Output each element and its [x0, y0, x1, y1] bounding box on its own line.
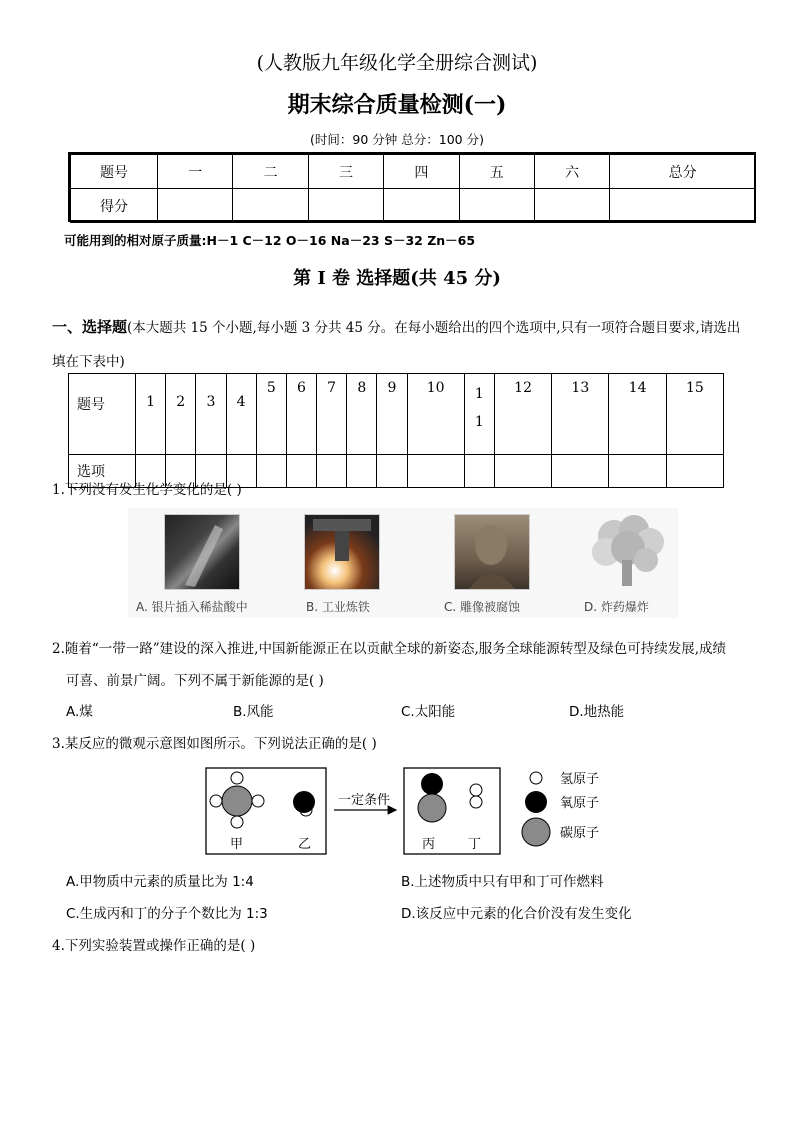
q2-option-d[interactable]: D.地热能 [569, 704, 625, 720]
q3-diagram [200, 760, 620, 860]
label-yi: 乙 [298, 837, 312, 852]
score-input-cell[interactable] [233, 189, 308, 223]
answer-choice-cell[interactable] [494, 455, 551, 488]
part1-label: 一、选择题 [52, 318, 128, 336]
answer-number-cell: 6 [286, 374, 316, 455]
answer-choice-cell[interactable] [286, 455, 316, 488]
test-tube-icon [165, 515, 239, 589]
section-title: 第 I 卷 选择题(共 45 分) [293, 268, 501, 289]
explosion-photo [584, 514, 670, 588]
q1-caption-c: C. 雕像被腐蚀 [444, 600, 521, 614]
answer-number-cell: 2 [166, 374, 196, 455]
label-jia: 甲 [230, 837, 244, 852]
score-value-row [71, 189, 756, 223]
part1-instruction [52, 310, 752, 379]
answer-choice-cell[interactable] [317, 455, 347, 488]
answer-number-cell: 15 [666, 374, 723, 455]
score-input-cell[interactable] [384, 189, 459, 223]
legend-carbon-icon [522, 818, 550, 846]
answer-number-cell: 8 [347, 374, 377, 455]
answer-number-cell: 3 [196, 374, 226, 455]
answer-number-cell: 12 [494, 374, 551, 455]
iron-smelting-photo [304, 514, 380, 590]
score-header-cell: 四 [384, 155, 459, 189]
hydrogen-atom [231, 772, 243, 784]
legend-carbon-label: 碳原子 [560, 826, 600, 841]
score-header-cell: 总分 [610, 155, 756, 189]
statue-icon [455, 515, 529, 589]
answer-choice-cell[interactable] [666, 455, 723, 488]
label-bing: 丙 [422, 837, 436, 852]
hydrogen-atom [231, 816, 243, 828]
q1-figure [128, 508, 678, 618]
question-1: 1.下列没有发生化学变化的是( ) [52, 482, 242, 498]
answer-choice-cell[interactable] [609, 455, 666, 488]
time-info: (时间：90 分钟 总分：100 分) [310, 132, 484, 147]
q3-option-b[interactable]: B.上述物质中只有甲和丁可作燃料 [401, 874, 604, 890]
q2-option-c[interactable]: C.太阳能 [401, 704, 456, 720]
exam-subtitle: (人教版九年级化学全册综合测试) [256, 52, 538, 74]
silver-acid-photo [164, 514, 240, 590]
q1-caption-b: B. 工业炼铁 [306, 600, 370, 614]
score-input-cell[interactable] [610, 189, 756, 223]
answer-choice-cell[interactable] [256, 455, 286, 488]
answer-number-cell: 13 [552, 374, 609, 455]
hydrogen-atom [210, 795, 222, 807]
score-input-cell[interactable] [158, 189, 233, 223]
answer-number-cell [464, 374, 494, 455]
question-2-line1: 2.随着“一带一路”建设的深入推进,中国新能源正在以贡献全球的新姿态,服务全球能源转型及绿色可持续发展,成绩 [52, 641, 727, 657]
hydrogen-atom [470, 784, 482, 796]
reaction-diagram [200, 760, 620, 860]
score-header-cell: 五 [459, 155, 534, 189]
oxygen-atom [293, 791, 315, 813]
arrow-condition-label: 一定条件 [338, 793, 391, 808]
answer-number-cell: 7 [317, 374, 347, 455]
answer-number-cell: 5 [256, 374, 286, 455]
atomic-masses: 可能用到的相对原子质量:H－1 C－12 O－16 Na－23 S－32 Zn－65 [64, 233, 476, 248]
hydrogen-atom [252, 795, 264, 807]
score-header-row [71, 155, 756, 189]
q2-option-a[interactable]: A.煤 [66, 704, 93, 720]
explosion-icon [584, 514, 670, 588]
legend-hydrogen-label: 氢原子 [560, 772, 600, 787]
legend-oxygen-icon [525, 791, 547, 813]
score-input-cell[interactable] [308, 189, 383, 223]
answer-number-cell: 14 [609, 374, 666, 455]
furnace-icon [305, 515, 379, 589]
question-3: 3.某反应的微观示意图如图所示。下列说法正确的是( ) [52, 736, 377, 752]
answer-choice-cell[interactable] [347, 455, 377, 488]
answer-row-label: 题号 [69, 374, 136, 455]
q3-option-c[interactable]: C.生成丙和丁的分子个数比为 1:3 [66, 906, 268, 922]
q2-option-b[interactable]: B.风能 [233, 704, 274, 720]
question-4: 4.下列实验装置或操作正确的是( ) [52, 938, 256, 954]
label-ding: 丁 [468, 837, 482, 852]
answer-number-cell: 10 [407, 374, 464, 455]
answer-choice-label: 选项 [69, 455, 136, 488]
corroded-statue-photo [454, 514, 530, 590]
score-header-cell: 题号 [71, 155, 158, 189]
oxygen-atom [421, 773, 443, 795]
answer-choice-cell[interactable] [464, 455, 494, 488]
legend-hydrogen-icon [530, 772, 542, 784]
question-2-line2: 可喜、前景广阔。下列不属于新能源的是( ) [66, 673, 324, 689]
score-header-cell: 二 [233, 155, 308, 189]
carbon-atom [222, 786, 252, 816]
q3-option-a[interactable]: A.甲物质中元素的质量比为 1:4 [66, 874, 254, 890]
score-header-cell: 三 [308, 155, 383, 189]
q1-caption-a: A. 银片插入稀盐酸中 [136, 600, 248, 614]
q1-caption-d: D. 炸药爆炸 [584, 600, 649, 614]
score-header-cell: 一 [158, 155, 233, 189]
hydrogen-atom [470, 796, 482, 808]
score-table [70, 154, 756, 223]
score-input-cell[interactable] [459, 189, 534, 223]
carbon-atom [418, 794, 446, 822]
answer-number-cell: 1 [136, 374, 166, 455]
answer-number-cell: 4 [226, 374, 256, 455]
score-header-cell: 六 [534, 155, 609, 189]
answer-choice-cell[interactable] [552, 455, 609, 488]
answer-number-row [69, 374, 724, 455]
score-input-cell[interactable] [534, 189, 609, 223]
part1-instruction-text: (本大题共 15 个小题,每小题 3 分共 45 分。在每小题给出的四个选项中,只有一项符合题目要求,请选出填在下表中) [52, 320, 741, 370]
answer-number-11b: 1 [474, 414, 484, 430]
score-row-label: 得分 [71, 189, 158, 223]
answer-table [68, 373, 724, 488]
answer-number-11a: 1 [474, 386, 484, 402]
legend-oxygen-label: 氧原子 [560, 796, 600, 811]
answer-choice-cell[interactable] [377, 455, 407, 488]
q3-option-d[interactable]: D.该反应中元素的化合价没有发生变化 [401, 906, 632, 922]
answer-number-cell: 9 [377, 374, 407, 455]
answer-choice-cell[interactable] [407, 455, 464, 488]
exam-title: 期末综合质量检测(一) [287, 92, 507, 118]
